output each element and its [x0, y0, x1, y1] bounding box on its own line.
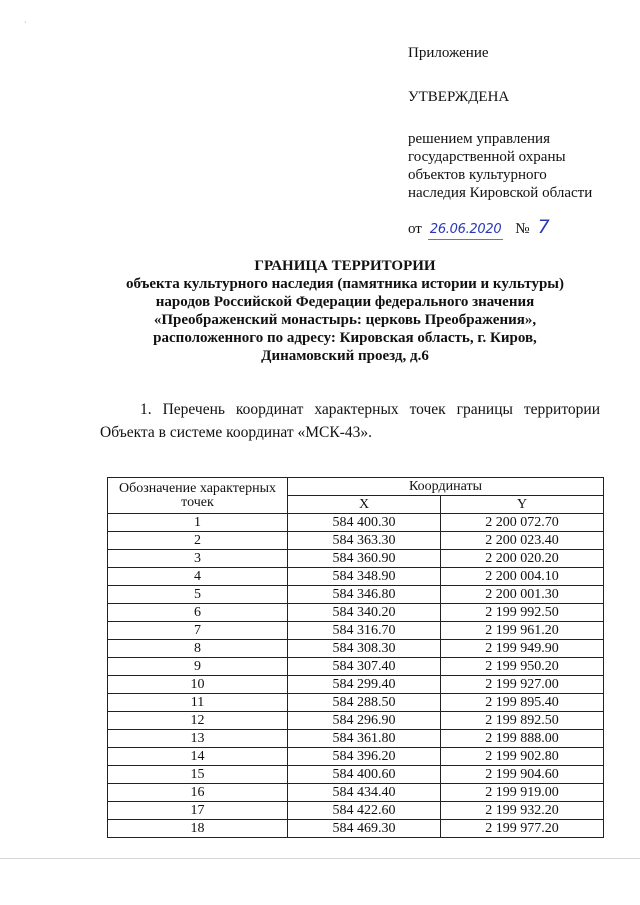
title-line: объекта культурного наследия (памятника истории и культуры) — [125, 276, 564, 292]
cell-point: 6 — [108, 604, 288, 622]
cell-point: 11 — [108, 694, 288, 712]
cell-y: 2 199 895.40 — [441, 694, 604, 712]
table-body — [108, 514, 604, 838]
cell-x: 584 396.20 — [288, 748, 441, 766]
cell-point: 1 — [108, 514, 288, 532]
annex-label: Приложение — [408, 45, 489, 61]
table-row — [108, 658, 604, 676]
cell-x: 584 400.30 — [288, 514, 441, 532]
approved-label: УТВЕРЖДЕНА — [408, 89, 510, 105]
header-x: X — [288, 496, 441, 514]
scan-edge — [0, 858, 640, 859]
cell-y: 2 199 888.00 — [441, 730, 604, 748]
title-line: Динамовский проезд, д.6 — [261, 348, 429, 364]
table-row — [108, 640, 604, 658]
decision-line: наследия Кировской области — [408, 185, 593, 201]
cell-y: 2 199 961.20 — [441, 622, 604, 640]
title-line: «Преображенский монастырь: церковь Преображения», — [153, 312, 537, 328]
coordinates-table — [107, 477, 604, 838]
table-row — [108, 514, 604, 532]
header-point-designation: Обозначение характерных точек — [108, 478, 288, 514]
cell-x: 584 469.30 — [288, 820, 441, 838]
header-coordinates: Координаты — [288, 478, 604, 496]
cell-y: 2 199 932.20 — [441, 802, 604, 820]
decision-line: государственной охраны — [408, 149, 566, 165]
table-row — [108, 586, 604, 604]
cell-point: 14 — [108, 748, 288, 766]
date-number-line — [408, 218, 628, 240]
table-row — [108, 694, 604, 712]
cell-y: 2 199 949.90 — [441, 640, 604, 658]
cell-x: 584 288.50 — [288, 694, 441, 712]
cell-point: 12 — [108, 712, 288, 730]
cell-x: 584 340.20 — [288, 604, 441, 622]
cell-point: 4 — [108, 568, 288, 586]
table-row — [108, 550, 604, 568]
handwritten-date: 26.06.2020 — [428, 221, 503, 240]
cell-point: 8 — [108, 640, 288, 658]
title-line: расположенного по адресу: Кировская область, г. Киров, — [153, 330, 537, 346]
cell-x: 584 363.30 — [288, 532, 441, 550]
table-row — [108, 766, 604, 784]
table-row — [108, 532, 604, 550]
cell-x: 584 434.40 — [288, 784, 441, 802]
cell-x: 584 346.80 — [288, 586, 441, 604]
title-line: народов Российской Федерации федерального значения — [155, 294, 535, 310]
cell-point: 16 — [108, 784, 288, 802]
table-row — [108, 622, 604, 640]
cell-point: 2 — [108, 532, 288, 550]
cell-point: 7 — [108, 622, 288, 640]
cell-y: 2 199 992.50 — [441, 604, 604, 622]
table-row — [108, 676, 604, 694]
cell-x: 584 308.30 — [288, 640, 441, 658]
cell-y: 2 199 892.50 — [441, 712, 604, 730]
header-y: Y — [441, 496, 604, 514]
cell-y: 2 199 902.80 — [441, 748, 604, 766]
cell-y: 2 200 072.70 — [441, 514, 604, 532]
decision-line: решением управления — [408, 131, 550, 147]
cell-y: 2 200 001.30 — [441, 586, 604, 604]
from-label: от — [408, 221, 422, 237]
scan-mark: · — [24, 18, 27, 27]
decision-line: объектов культурного — [408, 167, 547, 183]
cell-x: 584 296.90 — [288, 712, 441, 730]
approval-block — [408, 44, 628, 240]
table-row — [108, 712, 604, 730]
cell-point: 18 — [108, 820, 288, 838]
number-sign: № — [515, 221, 530, 237]
cell-y: 2 199 950.20 — [441, 658, 604, 676]
cell-y: 2 199 927.00 — [441, 676, 604, 694]
cell-y: 2 199 904.60 — [441, 766, 604, 784]
cell-point: 5 — [108, 586, 288, 604]
table-row — [108, 802, 604, 820]
table-row — [108, 784, 604, 802]
cell-x: 584 316.70 — [288, 622, 441, 640]
cell-x: 584 361.80 — [288, 730, 441, 748]
cell-point: 10 — [108, 676, 288, 694]
cell-y: 2 200 004.10 — [441, 568, 604, 586]
table-row — [108, 604, 604, 622]
cell-point: 13 — [108, 730, 288, 748]
cell-y: 2 200 023.40 — [441, 532, 604, 550]
title-line: ГРАНИЦА ТЕРРИТОРИИ — [254, 258, 436, 274]
cell-point: 17 — [108, 802, 288, 820]
document-title — [80, 257, 610, 365]
cell-y: 2 199 919.00 — [441, 784, 604, 802]
cell-point: 9 — [108, 658, 288, 676]
table-row — [108, 820, 604, 838]
decision-text — [408, 130, 628, 202]
cell-x: 584 348.90 — [288, 568, 441, 586]
handwritten-number: 7 — [537, 216, 550, 238]
cell-point: 15 — [108, 766, 288, 784]
cell-y: 2 200 020.20 — [441, 550, 604, 568]
table-row — [108, 730, 604, 748]
cell-x: 584 307.40 — [288, 658, 441, 676]
cell-x: 584 299.40 — [288, 676, 441, 694]
table-row — [108, 748, 604, 766]
cell-x: 584 422.60 — [288, 802, 441, 820]
table-row — [108, 568, 604, 586]
coordinates-paragraph: 1. Перечень координат характерных точек границы территории Объекта в системе координат «МСК-43». — [100, 401, 600, 441]
cell-y: 2 199 977.20 — [441, 820, 604, 838]
cell-point: 3 — [108, 550, 288, 568]
cell-x: 584 400.60 — [288, 766, 441, 784]
cell-x: 584 360.90 — [288, 550, 441, 568]
